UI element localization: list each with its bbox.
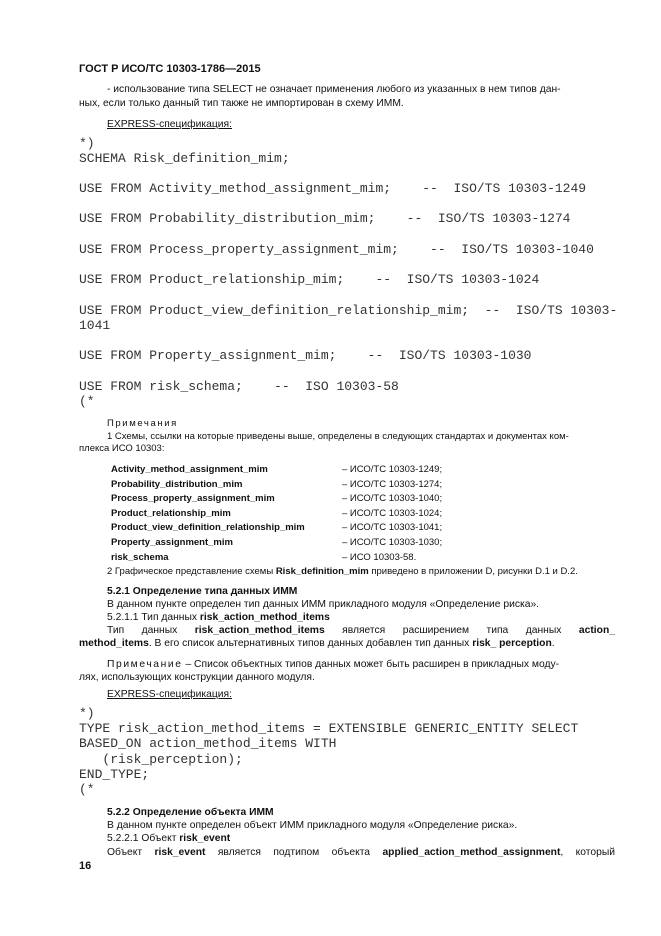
code-schema-line: SCHEMA Risk_definition_mim; <box>79 151 290 166</box>
section-5-2-2-heading: 5.2.2 Определение объекта ИММ <box>107 807 274 818</box>
intro-line-1: - использование типа SELECT не означает применения любого из указанных в нем типов дан- <box>107 84 561 95</box>
code-use-line: USE FROM Product_relationship_mim; -- ISO/TS 10303-1024 <box>79 272 540 287</box>
express-spec-label-1: EXPRESS-спецификация: <box>107 119 232 130</box>
code-use-line: USE FROM Process_property_assignment_mim; -- ISO/TS 10303-1040 <box>79 242 594 257</box>
express-spec-label-2: EXPRESS-спецификация: <box>107 689 232 700</box>
ref-name: Product_view_definition_relationship_mim <box>111 522 305 533</box>
section-5-2-1-1-heading: 5.2.1.1 Тип данных risk_action_method_items <box>107 612 330 623</box>
code-line: BASED_ON action_method_items WITH <box>79 736 337 751</box>
code-line: TYPE risk_action_method_items = EXTENSIBLE GENERIC_ENTITY SELECT <box>79 721 579 736</box>
ref-standard: – ИСО 10303-58. <box>342 552 417 563</box>
section-5-2-1-para: В данном пункте определен тип данных ИММ прикладного модуля «Определение риска». <box>107 599 540 610</box>
ref-standard: – ИСО/ТС 10303-1249; <box>342 464 443 475</box>
ref-name: Product_relationship_mim <box>111 508 231 519</box>
ref-name: Activity_method_assignment_mim <box>111 464 268 475</box>
type-description-line-2: method_items. В его список альтернативных типов данных добавлен тип данных risk_ perception. <box>79 638 555 649</box>
ref-name: Process_property_assignment_mim <box>111 493 275 504</box>
notes-title: Примечания <box>107 418 178 429</box>
ref-standard: – ИСО/ТС 10303-1030; <box>342 537 443 548</box>
note-1-line-2: плекса ИСО 10303: <box>79 443 165 454</box>
type-description-line-1: Тип данных risk_action_method_items является расширением типа данных action_ <box>107 625 615 636</box>
ref-standard: – ИСО/ТС 10303-1274; <box>342 479 443 490</box>
code-line: *) <box>79 706 95 721</box>
code-use-line: USE FROM risk_schema; -- ISO 10303-58 <box>79 379 399 394</box>
type-note-line-1: Примечание – Список объектных типов данных может быть расширен в прикладных моду- <box>107 659 560 670</box>
ref-name: Property_assignment_mim <box>111 537 233 548</box>
ref-name: Probability_distribution_mim <box>111 479 243 490</box>
code-use-line: USE FROM Probability_distribution_mim; -- ISO/TS 10303-1274 <box>79 211 571 226</box>
code-line: (* <box>79 782 95 797</box>
note-1-line-1: 1 Схемы, ссылки на которые приведены выше, определены в следующих стандартах и документах ком- <box>107 431 569 442</box>
code-line: END_TYPE; <box>79 767 150 782</box>
page-number: 16 <box>79 860 92 872</box>
entity-description-line: Объект risk_event является подтипом объекта applied_action_method_assignment, который <box>107 847 615 858</box>
code-use-line: USE FROM Product_view_definition_relationship_mim; -- ISO/TS 10303- <box>79 303 618 318</box>
code-close-comment: (* <box>79 394 95 409</box>
code-use-line: USE FROM Activity_method_assignment_mim; -- ISO/TS 10303-1249 <box>79 181 587 196</box>
document-header: ГОСТ Р ИСО/ТС 10303-1786—2015 <box>79 63 261 75</box>
intro-line-2: ных, если только данный тип также не импортирован в схему ИММ. <box>79 98 404 109</box>
ref-name: risk_schema <box>111 552 169 563</box>
section-5-2-1-heading: 5.2.1 Определение типа данных ИММ <box>107 586 298 597</box>
section-5-2-2-1-heading: 5.2.2.1 Объект risk_event <box>107 833 231 844</box>
type-note-line-2: лях, использующих конструкции данного модуля. <box>79 672 315 683</box>
code-line: (risk_perception); <box>79 752 243 767</box>
ref-standard: – ИСО/ТС 10303-1024; <box>342 508 443 519</box>
code-use-line: USE FROM Property_assignment_mim; -- ISO/TS 10303-1030 <box>79 348 532 363</box>
code-open-comment: *) <box>79 136 95 151</box>
code-use-line-cont: 1041 <box>79 318 111 333</box>
note-2: 2 Графическое представление схемы Risk_definition_mim приведено в приложении D, рисунки D.1 и D.2. <box>107 566 578 577</box>
ref-standard: – ИСО/ТС 10303-1040; <box>342 493 443 504</box>
section-5-2-2-para: В данном пункте определен объект ИММ прикладного модуля «Определение риска». <box>107 820 518 831</box>
ref-standard: – ИСО/ТС 10303-1041; <box>342 522 443 533</box>
